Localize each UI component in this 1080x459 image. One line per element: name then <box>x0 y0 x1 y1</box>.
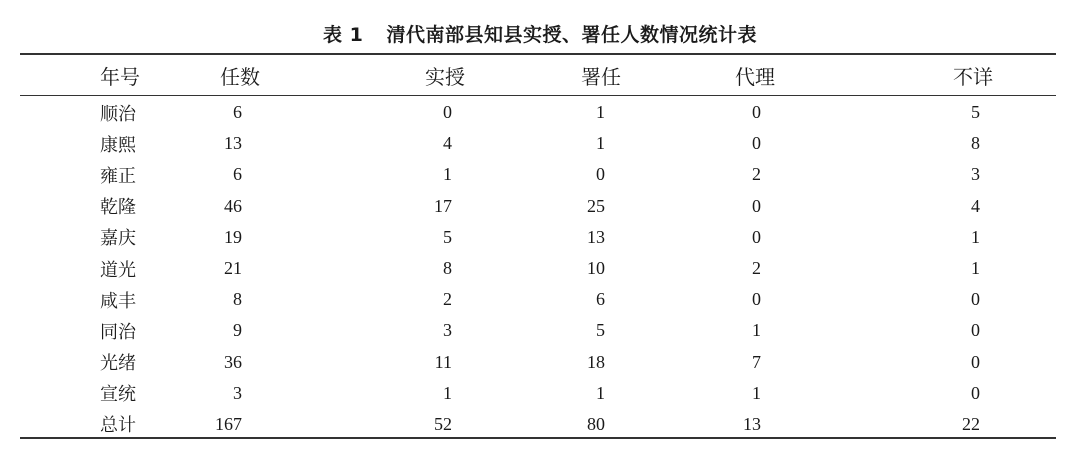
cell-unknown: 1 <box>971 258 980 279</box>
cell-era: 宣统 <box>100 384 136 406</box>
cell-total-terms: 36 <box>224 351 242 372</box>
cell-acting: 0 <box>596 164 605 185</box>
table-row <box>20 159 1056 190</box>
table-row <box>20 222 1056 253</box>
cell-unknown: 5 <box>971 102 980 123</box>
column-header-era: 年号 <box>100 65 140 89</box>
cell-era: 嘉庆 <box>100 228 136 250</box>
table-row <box>20 253 1056 284</box>
cell-deputy: 7 <box>752 351 761 372</box>
cell-total-terms: 6 <box>233 164 242 185</box>
column-header-total-terms: 任数 <box>220 65 260 89</box>
column-header-unknown: 不详 <box>953 65 993 89</box>
column-header-substantive: 实授 <box>425 65 465 89</box>
table-row <box>20 95 1056 128</box>
cell-unknown: 0 <box>971 351 980 372</box>
cell-acting: 80 <box>587 413 605 434</box>
cell-era: 同治 <box>100 321 136 343</box>
cell-acting: 13 <box>587 226 605 247</box>
cell-era: 道光 <box>100 259 136 281</box>
table-row <box>20 378 1056 409</box>
cell-substantive: 3 <box>443 320 452 341</box>
cell-deputy: 2 <box>752 164 761 185</box>
cell-total-terms: 8 <box>233 289 242 310</box>
cell-acting: 1 <box>596 102 605 123</box>
cell-deputy: 0 <box>752 195 761 216</box>
cell-total-terms: 21 <box>224 258 242 279</box>
cell-acting: 5 <box>596 320 605 341</box>
cell-substantive: 17 <box>434 195 452 216</box>
cell-unknown: 0 <box>971 289 980 310</box>
top-rule <box>20 53 1056 55</box>
cell-era: 总计 <box>100 415 136 437</box>
table-row <box>20 315 1056 346</box>
cell-total-terms: 6 <box>233 102 242 123</box>
cell-deputy: 0 <box>752 133 761 154</box>
cell-substantive: 4 <box>443 133 452 154</box>
cell-acting: 10 <box>587 258 605 279</box>
cell-total-terms: 46 <box>224 195 242 216</box>
cell-era: 顺治 <box>100 103 136 125</box>
cell-substantive: 52 <box>434 413 452 434</box>
table-row <box>20 128 1056 159</box>
total-row <box>20 409 1056 440</box>
cell-unknown: 0 <box>971 382 980 403</box>
cell-acting: 1 <box>596 133 605 154</box>
cell-era: 咸丰 <box>100 290 136 312</box>
cell-unknown: 0 <box>971 320 980 341</box>
cell-total-terms: 19 <box>224 226 242 247</box>
cell-acting: 1 <box>596 382 605 403</box>
cell-substantive: 5 <box>443 226 452 247</box>
cell-unknown: 4 <box>971 195 980 216</box>
table-caption <box>0 20 1080 47</box>
column-header-deputy: 代理 <box>735 65 775 89</box>
cell-acting: 18 <box>587 351 605 372</box>
statistics-table <box>20 56 1056 440</box>
cell-substantive: 2 <box>443 289 452 310</box>
cell-era: 光绪 <box>100 353 136 375</box>
cell-deputy: 0 <box>752 289 761 310</box>
cell-deputy: 2 <box>752 258 761 279</box>
cell-deputy: 1 <box>752 382 761 403</box>
cell-deputy: 13 <box>743 413 761 434</box>
cell-era: 雍正 <box>100 165 136 187</box>
cell-unknown: 8 <box>971 133 980 154</box>
column-header-acting: 署任 <box>581 65 621 89</box>
cell-substantive: 11 <box>434 351 452 372</box>
cell-deputy: 0 <box>752 102 761 123</box>
header-row <box>20 56 1056 95</box>
cell-acting: 25 <box>587 195 605 216</box>
cell-substantive: 0 <box>443 102 452 123</box>
cell-substantive: 8 <box>443 258 452 279</box>
cell-total-terms: 13 <box>224 133 242 154</box>
table-body <box>20 95 1056 440</box>
cell-substantive: 1 <box>443 382 452 403</box>
cell-substantive: 1 <box>443 164 452 185</box>
table-number: 表 1 <box>323 24 364 46</box>
cell-era: 乾隆 <box>100 197 136 219</box>
cell-deputy: 1 <box>752 320 761 341</box>
cell-era: 康熙 <box>100 134 136 156</box>
cell-total-terms: 9 <box>233 320 242 341</box>
cell-unknown: 22 <box>962 413 980 434</box>
table-title: 清代南部县知县实授、署任人数情况统计表 <box>386 24 757 46</box>
cell-unknown: 3 <box>971 164 980 185</box>
table-row <box>20 284 1056 315</box>
table-row <box>20 191 1056 222</box>
cell-deputy: 0 <box>752 226 761 247</box>
cell-total-terms: 3 <box>233 382 242 403</box>
table-row <box>20 347 1056 378</box>
cell-total-terms: 167 <box>215 413 242 434</box>
cell-unknown: 1 <box>971 226 980 247</box>
cell-acting: 6 <box>596 289 605 310</box>
